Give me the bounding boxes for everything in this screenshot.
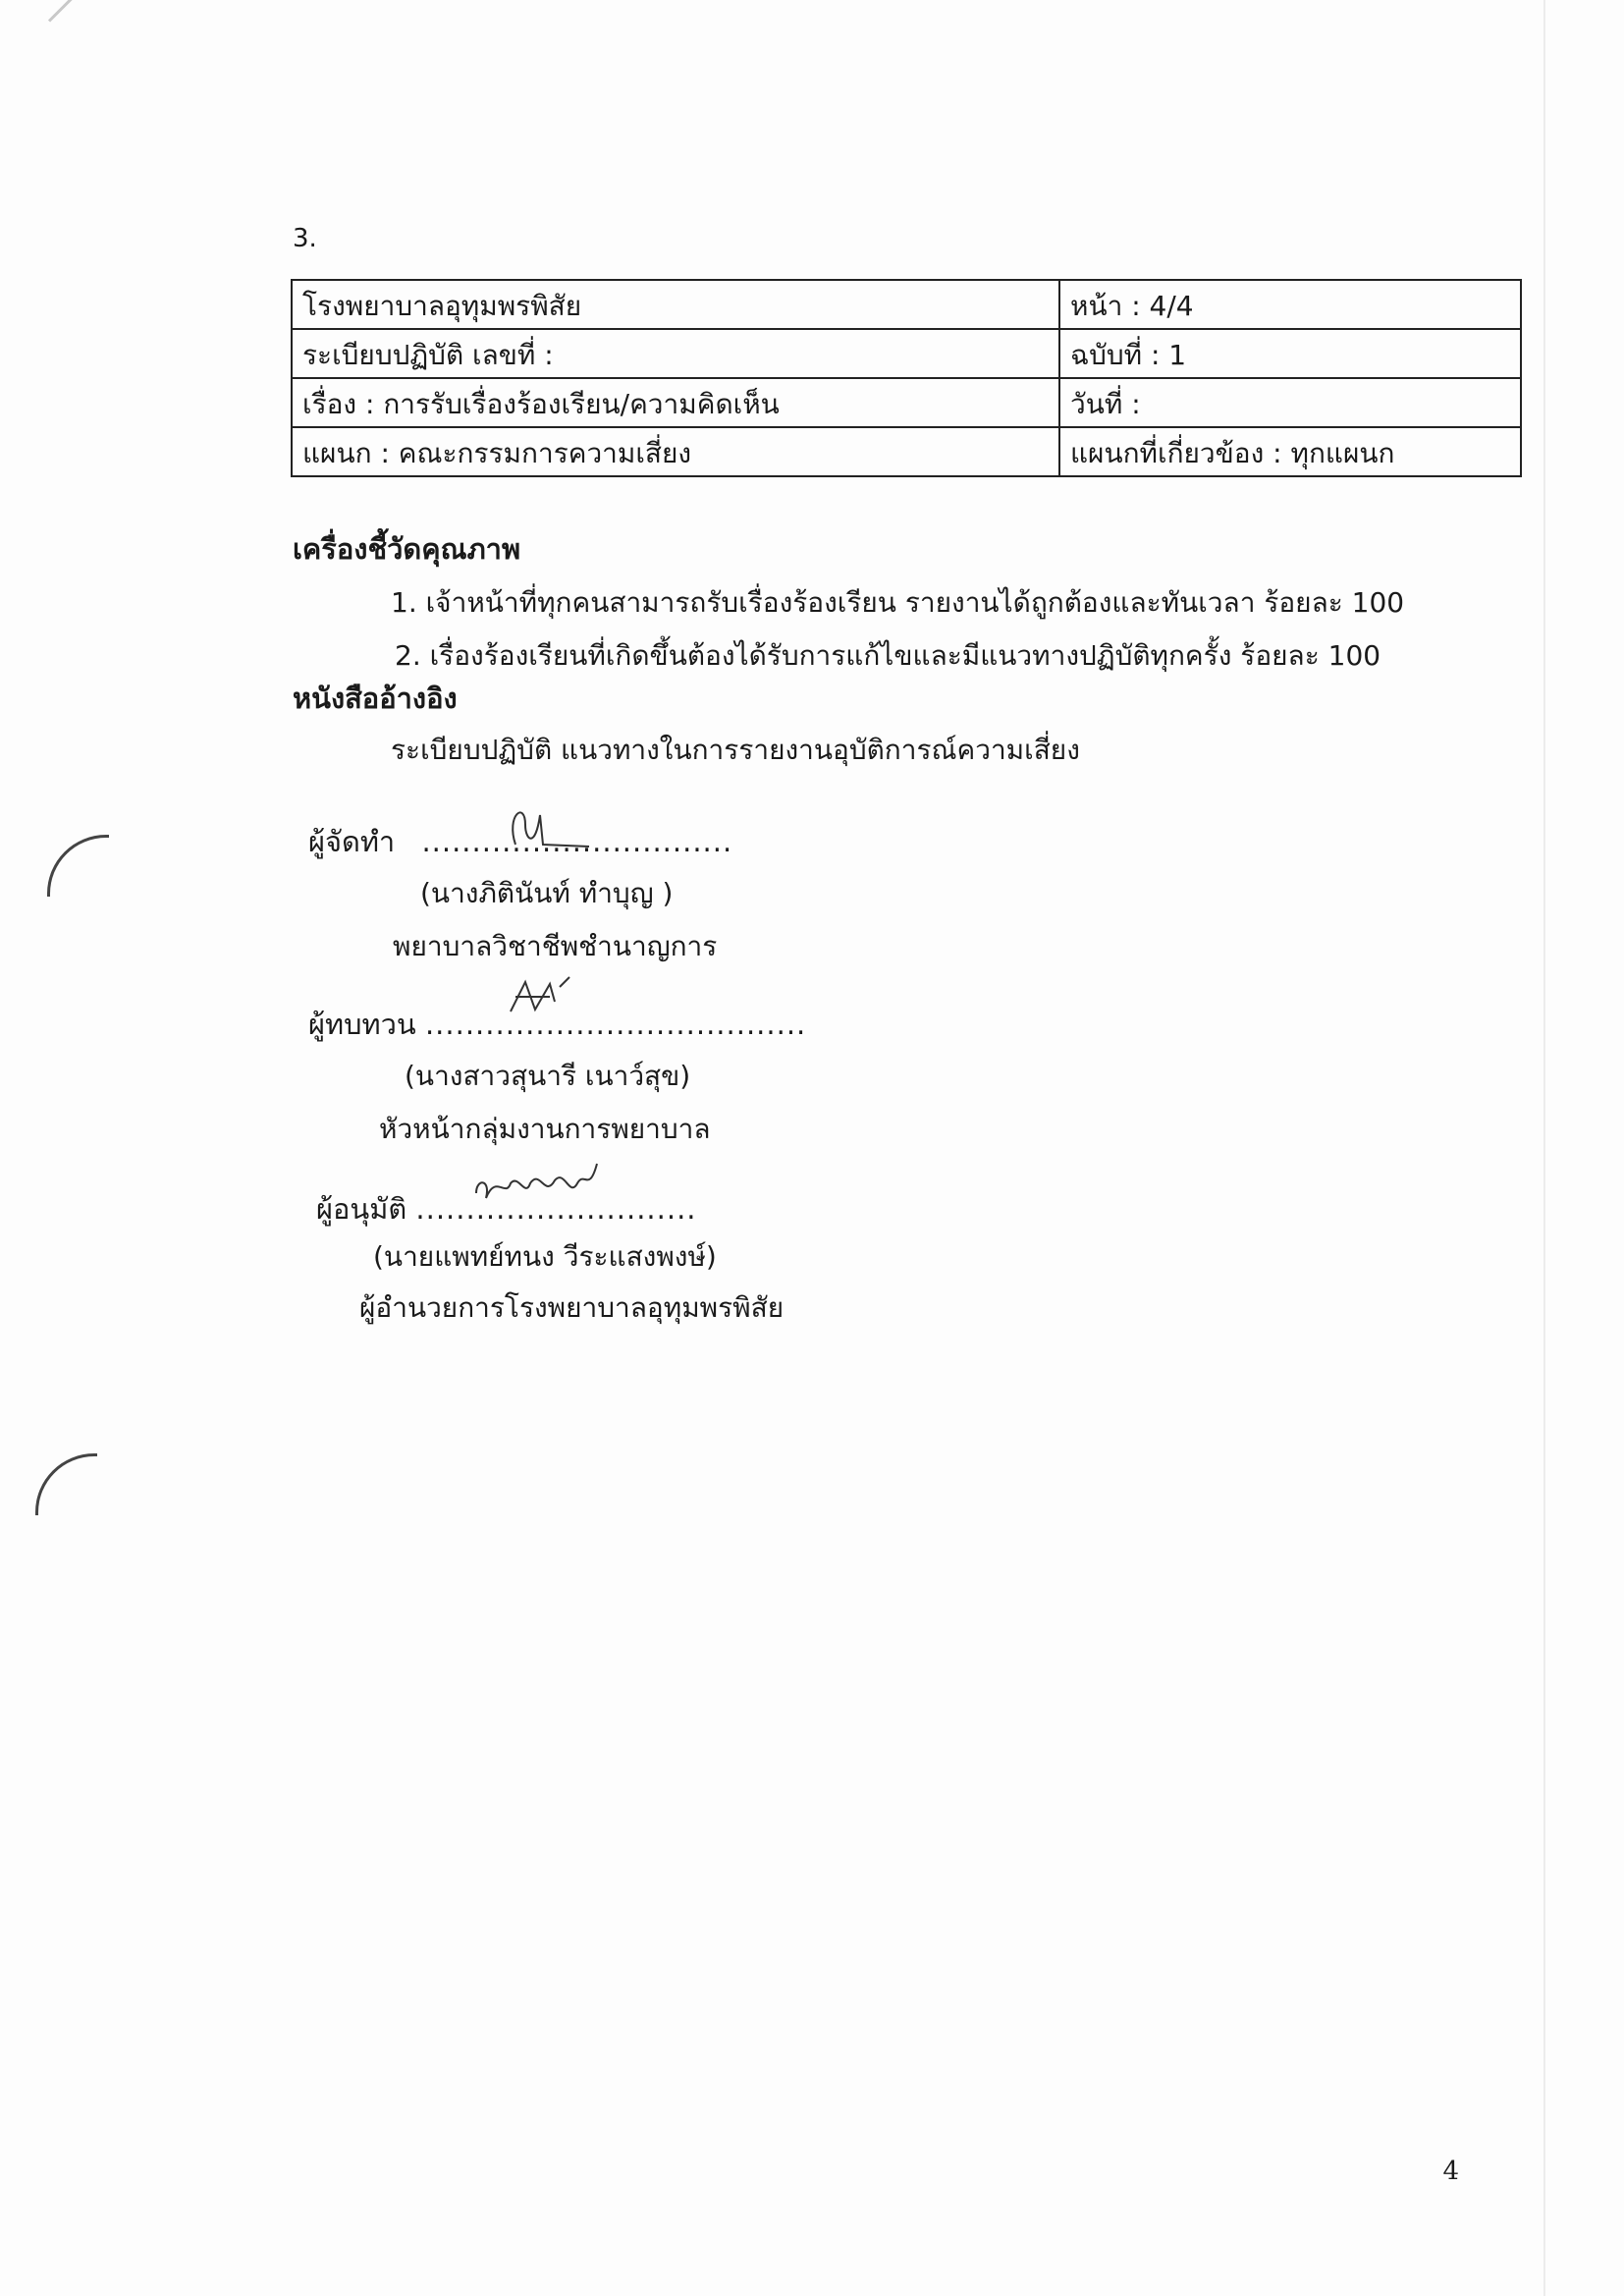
header-row [292, 329, 1521, 378]
edition-number: ฉบับที่ : 1 [1059, 329, 1521, 378]
page-number: 4 [1442, 2157, 1459, 2186]
references-heading: หนังสืออ้างอิง [293, 682, 458, 715]
section-number: 3. [293, 224, 317, 253]
header-row [292, 378, 1521, 427]
header-row [292, 280, 1521, 329]
hospital-name: โรงพยาบาลอุทุมพรพิสัย [292, 280, 1059, 329]
punch-hole-mark [47, 835, 109, 897]
document-header-table [291, 279, 1522, 477]
department: แผนก : คณะกรรมการความเสี่ยง [292, 427, 1059, 476]
approved-by-signature [471, 1159, 619, 1213]
related-departments: แผนกที่เกี่ยวข้อง : ทุกแผนก [1059, 427, 1521, 476]
regulation-number: ระเบียบปฏิบัติ เลขที่ : [292, 329, 1059, 378]
reviewed-by-name: (นางสาวสุนารี เนาว์สุข) [405, 1060, 691, 1092]
quality-indicator-item: 1. เจ้าหน้าที่ทุกคนสามารถรับเรื่องร้องเรียน รายงานได้ถูกต้องและทันเวลา ร้อยละ 100 [391, 586, 1405, 619]
header-row [292, 427, 1521, 476]
reviewed-by-label-text: ผู้ทบทวน [308, 1008, 416, 1041]
signature-line: ...................................... [424, 1008, 807, 1041]
references-text: ระเบียบปฏิบัติ แนวทางในการรายงานอุบัติการณ์ความเสี่ยง [391, 734, 1080, 766]
prepared-by-position: พยาบาลวิชาชีพชำนาญการ [393, 930, 718, 962]
reviewed-by-signature [496, 972, 594, 1021]
page-edge [1543, 0, 1545, 2296]
punch-hole-mark [35, 1453, 97, 1515]
signature-line: ............................... [421, 825, 733, 858]
reviewed-by-position: หัวหน้ากลุ่มงานการพยาบาล [379, 1113, 711, 1145]
quality-indicators-heading: เครื่องชี้วัดคุณภาพ [293, 532, 521, 566]
prepared-by-label-text: ผู้จัดทำ [308, 825, 396, 858]
approved-by-label-text: ผู้อนุมัติ [316, 1192, 407, 1226]
prepared-by-name: (นางภิตินันท์ ทำบุญ ) [420, 877, 674, 909]
date: วันที่ : [1059, 378, 1521, 427]
prepared-by-signature [496, 795, 594, 854]
subject: เรื่อง : การรับเรื่องร้องเรียน/ความคิดเห็น [292, 378, 1059, 427]
quality-indicator-item: 2. เรื่องร้องเรียนที่เกิดขึ้นต้องได้รับการแก้ไขและมีแนวทางปฏิบัติทุกครั้ง ร้อยละ 100 [395, 639, 1381, 672]
page-info: หน้า : 4/4 [1059, 280, 1521, 329]
approved-by-name: (นายแพทย์ทนง วีระแสงพงษ์) [373, 1240, 717, 1273]
scan-streak [48, 0, 196, 23]
approved-by-position: ผู้อำนวยการโรงพยาบาลอุทุมพรพิสัย [359, 1291, 785, 1324]
signature-line: ............................ [415, 1192, 697, 1226]
